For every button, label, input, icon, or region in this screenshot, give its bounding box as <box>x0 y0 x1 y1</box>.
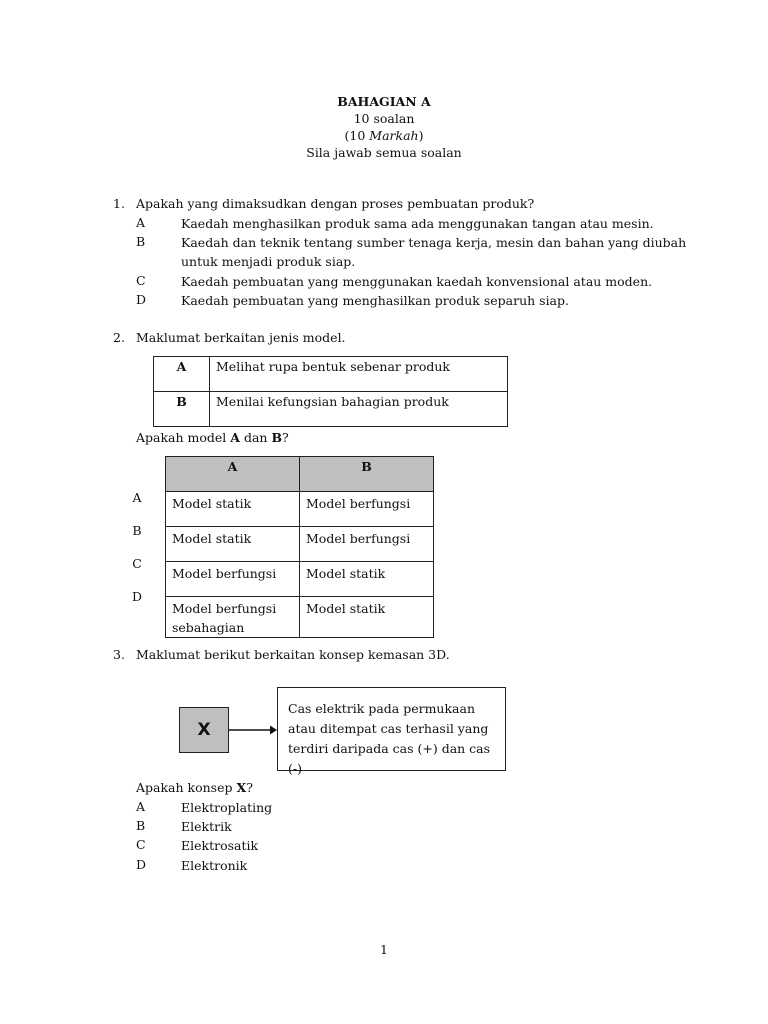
q3-option-d-label: D <box>136 857 147 872</box>
answer-row-label-b: B <box>132 523 142 538</box>
q1-option-a-label: A <box>136 215 146 230</box>
q3-option-b-text: Elektrik <box>181 819 232 834</box>
table-header-row <box>166 457 434 492</box>
answer-table <box>165 456 434 638</box>
answer-d-col-b: Model statik <box>300 597 434 638</box>
q3-question-post: ? <box>246 780 253 795</box>
table-row <box>166 597 434 638</box>
q3-number: 3. <box>113 647 125 662</box>
section-title: BAHAGIAN A <box>337 94 431 109</box>
q2-question-post: ? <box>282 430 289 445</box>
marks-line <box>0 128 768 143</box>
header-a: A <box>166 457 300 492</box>
q1-option-b-label: B <box>136 234 146 249</box>
q2-question-mid: dan <box>239 430 272 445</box>
answer-a-col-a: Model statik <box>166 492 300 527</box>
info-text-b: Menilai kefungsian bahagian produk <box>210 392 508 427</box>
q3-option-d-text: Elektronik <box>181 858 248 873</box>
answer-a-col-b: Model berfungsi <box>300 492 434 527</box>
answer-b-col-a: Model statik <box>166 527 300 562</box>
q1-option-d-label: D <box>136 292 147 307</box>
info-text-a: Melihat rupa bentuk sebenar produk <box>210 357 508 392</box>
q2-question-pre: Apakah model <box>136 430 231 445</box>
answer-row-label-c: C <box>132 556 142 571</box>
answer-d-col-a: Model berfungsi sebahagian <box>166 597 300 638</box>
q2-question <box>136 430 289 445</box>
concept-x-box: X <box>179 707 229 753</box>
table-row <box>166 562 434 597</box>
q3-option-c-text: Elektrosatik <box>181 838 259 853</box>
question-count: 10 soalan <box>353 111 415 126</box>
q2-text: Maklumat berkaitan jenis model. <box>136 330 346 345</box>
q2-number: 2. <box>113 330 125 345</box>
q1-option-d-text: Kaedah pembuatan yang menghasilkan produk separuh siap. <box>181 293 569 308</box>
answer-row-label-d: D <box>131 589 143 604</box>
q3-text: Maklumat berikut berkaitan konsep kemasan 3D. <box>136 647 450 662</box>
instruction: Sila jawab semua soalan <box>306 145 462 160</box>
q3-question-pre: Apakah konsep <box>136 780 237 795</box>
answer-c-col-b: Model statik <box>300 562 434 597</box>
q3-option-a-text: Elektroplating <box>181 800 273 815</box>
q2-question-b: B <box>271 430 283 445</box>
q3-question-x: X <box>236 780 247 795</box>
q3-option-a-label: A <box>136 799 146 814</box>
q2-question-a: A <box>230 430 240 445</box>
answer-b-col-b: Model berfungsi <box>300 527 434 562</box>
info-label-a: A <box>154 357 210 392</box>
marks-open: (10 <box>344 128 370 143</box>
marks-word: Markah <box>369 128 419 143</box>
concept-description-box: Cas elektrik pada permukaan atau ditempat cas terhasil yang terdiri daripada cas (+) dan cas (-) <box>277 687 506 771</box>
header-b: B <box>300 457 434 492</box>
q3-question <box>136 780 253 795</box>
answer-c-col-a: Model berfungsi <box>166 562 300 597</box>
q3-option-c-label: C <box>136 837 146 852</box>
arrow-right-icon <box>229 722 279 738</box>
q1-option-a-text: Kaedah menghasilkan produk sama ada menggunakan tangan atau mesin. <box>181 216 654 231</box>
page-number: 1 <box>380 942 388 957</box>
model-info-table <box>153 356 508 427</box>
q1-option-c-label: C <box>136 273 146 288</box>
q1-number: 1. <box>113 196 125 211</box>
q3-option-b-label: B <box>136 818 146 833</box>
table-row <box>154 357 508 392</box>
table-row <box>154 392 508 427</box>
answer-row-label-a: A <box>132 490 142 505</box>
info-label-b: B <box>154 392 210 427</box>
q1-text: Apakah yang dimaksudkan dengan proses pembuatan produk? <box>136 196 535 211</box>
q1-option-c-text: Kaedah pembuatan yang menggunakan kaedah konvensional atau moden. <box>181 274 653 289</box>
table-row <box>166 492 434 527</box>
q1-option-b-text: Kaedah dan teknik tentang sumber tenaga kerja, mesin dan bahan yang diubah untuk menjadi produk siap. <box>181 235 687 269</box>
table-row <box>166 527 434 562</box>
marks-close: ) <box>418 128 424 143</box>
